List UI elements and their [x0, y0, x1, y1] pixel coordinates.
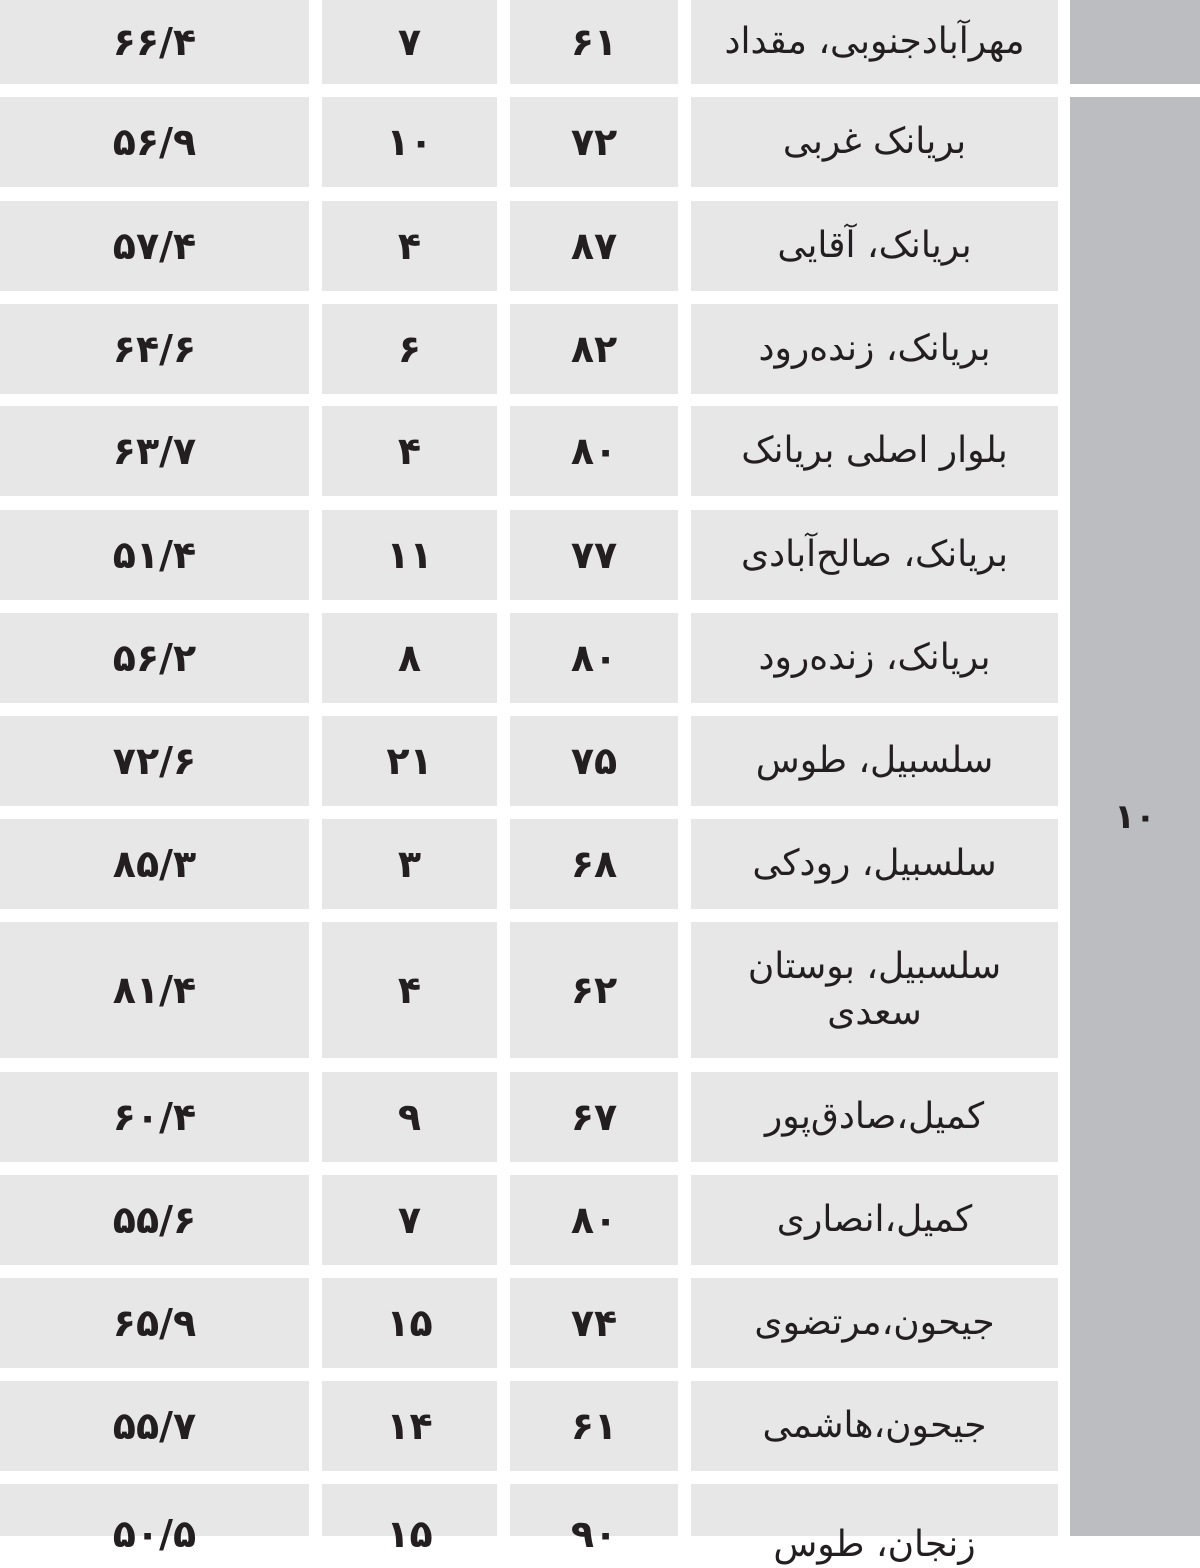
value-col-2: ۱۵ — [322, 1278, 497, 1368]
value-col-2: ۹ — [322, 1072, 497, 1162]
value-col-3: ۷۲/۶ — [0, 716, 309, 806]
value-col-3: ۵۱/۴ — [0, 510, 309, 600]
value-col-3: ۶۶/۴ — [0, 0, 309, 84]
value-col-2: ۶ — [322, 304, 497, 394]
value-col-1: ۸۷ — [510, 201, 678, 291]
neighborhood-name: سلسبیل، طوس — [691, 716, 1058, 806]
value-col-1: ۸۰ — [510, 613, 678, 703]
value-col-2: ۳ — [322, 819, 497, 909]
neighborhood-name: مهرآبادجنوبی، مقداد — [691, 0, 1058, 84]
value-col-1: ۶۸ — [510, 819, 678, 909]
value-col-1: ۶۱ — [510, 0, 678, 84]
neighborhood-name: بریانک، آقایی — [691, 201, 1058, 291]
value-col-3: ۵۷/۴ — [0, 201, 309, 291]
neighborhood-name: کمیل،صادق‌پور — [691, 1072, 1058, 1162]
value-col-3: ۵۶/۲ — [0, 613, 309, 703]
neighborhood-name: بریانک، زنده‌رود — [691, 304, 1058, 394]
neighborhood-name: سلسبیل، رودکی — [691, 819, 1058, 909]
neighborhood-name: بریانک، صالح‌آبادی — [691, 510, 1058, 600]
value-col-2: ۷ — [322, 1175, 497, 1265]
value-col-1: ۸۰ — [510, 1175, 678, 1265]
neighborhood-name: جیحون،هاشمی — [691, 1381, 1058, 1471]
value-col-1: ۶۷ — [510, 1072, 678, 1162]
value-col-3: ۵۰/۵ — [0, 1484, 309, 1536]
value-col-2: ۱۴ — [322, 1381, 497, 1471]
value-col-2: ۱۵ — [322, 1484, 497, 1536]
value-col-3: ۸۵/۳ — [0, 819, 309, 909]
neighborhood-name: سلسبیل، بوستان سعدی — [691, 922, 1058, 1058]
value-col-1: ۹۰ — [510, 1484, 678, 1536]
value-col-1: ۸۲ — [510, 304, 678, 394]
value-col-2: ۲۱ — [322, 716, 497, 806]
neighborhood-name: کمیل،انصاری — [691, 1175, 1058, 1265]
value-col-3: ۶۵/۹ — [0, 1278, 309, 1368]
neighborhood-name: بریانک، زنده‌رود — [691, 613, 1058, 703]
value-col-3: ۶۳/۷ — [0, 406, 309, 496]
value-col-2: ۴ — [322, 922, 497, 1058]
value-col-2: ۱۰ — [322, 97, 497, 187]
value-col-3: ۶۴/۶ — [0, 304, 309, 394]
value-col-2: ۸ — [322, 613, 497, 703]
value-col-1: ۷۷ — [510, 510, 678, 600]
value-col-1: ۸۰ — [510, 406, 678, 496]
neighborhood-name: جیحون،مرتضوی — [691, 1278, 1058, 1368]
neighborhood-name: زنجان، طوس — [691, 1484, 1058, 1536]
neighborhood-name: بریانک غربی — [691, 97, 1058, 187]
district-number: ۱۰ — [1114, 796, 1156, 837]
value-col-2: ۴ — [322, 201, 497, 291]
value-col-1: ۶۲ — [510, 922, 678, 1058]
value-col-3: ۵۵/۷ — [0, 1381, 309, 1471]
district-cell-previous — [1070, 0, 1200, 84]
value-col-1: ۷۵ — [510, 716, 678, 806]
value-col-3: ۸۱/۴ — [0, 922, 309, 1058]
neighborhood-name: بلوار اصلی بریانک — [691, 406, 1058, 496]
value-col-3: ۵۵/۶ — [0, 1175, 309, 1265]
value-col-1: ۷۴ — [510, 1278, 678, 1368]
value-col-2: ۴ — [322, 406, 497, 496]
value-col-1: ۷۲ — [510, 97, 678, 187]
value-col-2: ۱۱ — [322, 510, 497, 600]
value-col-3: ۶۰/۴ — [0, 1072, 309, 1162]
value-col-3: ۵۶/۹ — [0, 97, 309, 187]
value-col-2: ۷ — [322, 0, 497, 84]
district-cell — [1070, 97, 1200, 1536]
value-col-1: ۶۱ — [510, 1381, 678, 1471]
